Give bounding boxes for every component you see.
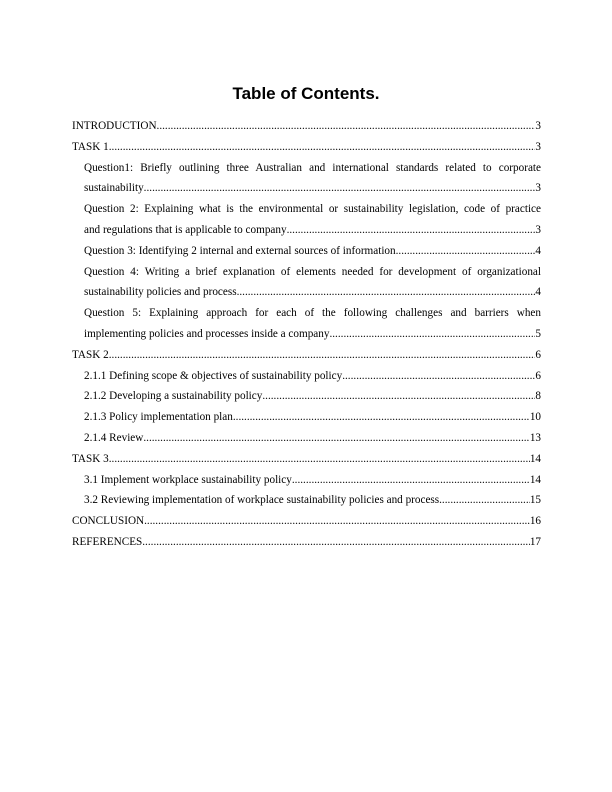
toc-page-number: 3 <box>535 182 541 195</box>
toc-entry-text: Question 3: Identifying 2 internal and external sources of information <box>84 244 396 257</box>
toc-entry-text: REFERENCES <box>72 535 143 548</box>
table-of-contents <box>72 116 541 553</box>
toc-entry[interactable] <box>72 199 541 241</box>
toc-page-number: 4 <box>535 286 541 299</box>
dot-leader <box>439 490 530 511</box>
toc-entry[interactable] <box>72 428 541 449</box>
toc-entry[interactable] <box>72 137 541 158</box>
toc-entry[interactable] <box>72 116 541 137</box>
toc-entry[interactable] <box>72 532 541 553</box>
toc-entry-text: 2.1.2 Developing a sustainability policy <box>84 390 263 403</box>
toc-page-number: 17 <box>529 535 541 548</box>
dot-leader <box>342 366 535 387</box>
dot-leader <box>287 220 536 241</box>
dot-leader <box>396 241 536 262</box>
toc-entry-text: 2.1.3 Policy implementation plan <box>84 411 233 424</box>
toc-entry-text: INTRODUCTION <box>72 120 157 132</box>
toc-page-number: 14 <box>529 452 541 465</box>
toc-entry-text: 3.1 Implement workplace sustainability policy <box>84 473 292 486</box>
toc-entry[interactable] <box>72 470 541 491</box>
toc-entry[interactable] <box>72 345 541 366</box>
toc-entry-text: TASK 2 <box>72 348 109 361</box>
toc-entry-text: TASK 3 <box>72 452 109 465</box>
dot-leader <box>329 324 535 345</box>
toc-entry-text: and regulations that is applicable to company <box>84 223 287 236</box>
toc-entry[interactable] <box>72 303 541 345</box>
toc-entry-text: 2.1.4 Review <box>84 431 144 444</box>
toc-page-number: 4 <box>535 244 541 257</box>
toc-page-number: 3 <box>535 120 541 132</box>
toc-page-number: 3 <box>535 223 541 236</box>
dot-leader <box>144 178 536 199</box>
dot-leader <box>262 386 535 407</box>
toc-page-number: 16 <box>529 515 541 528</box>
toc-entry-text: Question 2: Explaining what is the environmental or sustainability legislation, code of practice <box>84 203 541 216</box>
dot-leader <box>237 282 536 303</box>
toc-entry-text: Question1: Briefly outlining three Australian and international standards related to corporate <box>84 161 541 174</box>
dot-leader <box>142 532 530 553</box>
toc-entry[interactable] <box>72 449 541 470</box>
toc-entry-text: Question 5: Explaining approach for each of the following challenges and barriers when <box>84 307 541 320</box>
toc-entry[interactable] <box>72 511 541 532</box>
toc-entry[interactable] <box>72 158 541 200</box>
toc-entry-text: 2.1.1 Defining scope & objectives of sustainability policy <box>84 369 343 382</box>
toc-page-number: 5 <box>535 327 541 340</box>
toc-entry-text: CONCLUSION <box>72 515 145 528</box>
toc-entry-text: TASK 1 <box>72 140 109 153</box>
toc-page-number: 3 <box>535 140 541 153</box>
toc-page-number: 6 <box>535 369 541 382</box>
toc-entry[interactable] <box>72 407 541 428</box>
toc-entry[interactable] <box>72 366 541 387</box>
dot-leader <box>157 116 536 137</box>
dot-leader <box>109 137 536 158</box>
toc-page-number: 15 <box>529 494 541 507</box>
toc-entry-text: 3.2 Reviewing implementation of workplace sustainability policies and process <box>84 494 440 507</box>
dot-leader <box>233 407 530 428</box>
toc-entry[interactable] <box>72 262 541 304</box>
toc-page-number: 13 <box>529 431 541 444</box>
toc-entry[interactable] <box>72 386 541 407</box>
toc-page-number: 10 <box>529 411 541 424</box>
toc-page-number: 14 <box>529 473 541 486</box>
toc-entry[interactable] <box>72 241 541 262</box>
toc-entry-text: sustainability policies and process <box>84 286 237 299</box>
dot-leader <box>144 511 530 532</box>
dot-leader <box>109 449 530 470</box>
toc-entry[interactable] <box>72 490 541 511</box>
toc-page-number: 6 <box>535 348 541 361</box>
toc-entry-text: sustainability <box>84 182 144 195</box>
dot-leader <box>143 428 529 449</box>
page-title: Table of Contents. <box>232 84 380 103</box>
dot-leader <box>292 470 530 491</box>
toc-entry-text: implementing policies and processes inside a company <box>84 327 330 340</box>
toc-page-number: 8 <box>535 390 541 403</box>
dot-leader <box>109 345 536 366</box>
toc-entry-text: Question 4: Writing a brief explanation of elements needed for development of organizational <box>84 265 541 278</box>
